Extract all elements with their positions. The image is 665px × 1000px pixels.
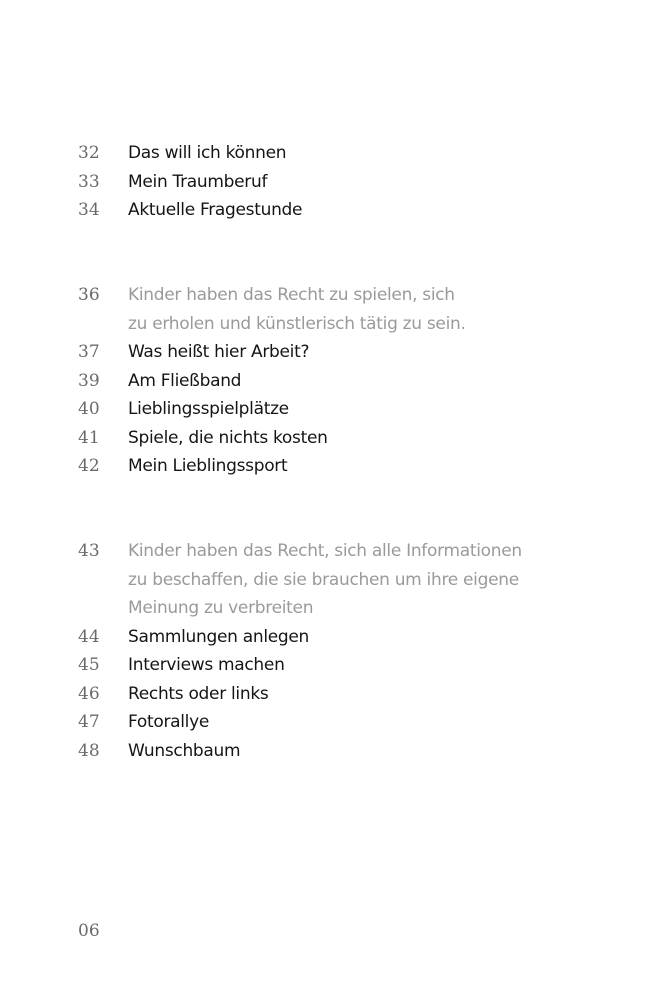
intro-text: Kinder haben das Recht, sich alle Informationen — [128, 541, 522, 561]
entry-page-number: 39 — [78, 370, 100, 391]
entry-title: Das will ich können — [128, 143, 287, 163]
section-intro-line — [78, 594, 638, 623]
entry-page-number: 41 — [78, 427, 100, 448]
entry-title: Rechts oder links — [128, 683, 269, 704]
toc-section-1 — [78, 139, 638, 225]
section-intro-line — [78, 281, 638, 310]
entry-title: Mein Traumberuf — [128, 171, 268, 192]
entry-title: Fotorallye — [128, 712, 210, 732]
entry-page-number: 40 — [78, 399, 100, 419]
toc-entry — [78, 623, 638, 652]
page-number: 06 — [78, 921, 100, 941]
toc-entry — [78, 395, 638, 424]
intro-text: zu erholen und künstlerisch tätig zu sein. — [128, 313, 466, 334]
toc-entry — [78, 737, 638, 766]
entry-title: Wunschbaum — [128, 740, 241, 761]
entry-page-number: 32 — [78, 143, 100, 163]
entry-page-number: 34 — [78, 200, 100, 220]
entry-page-number: 47 — [78, 712, 100, 732]
toc-entry — [78, 196, 638, 225]
section-intro-line — [78, 566, 638, 595]
toc-entry — [78, 452, 638, 481]
toc-entry — [78, 680, 638, 709]
entry-title: Am Fließband — [128, 370, 242, 391]
toc-entry — [78, 651, 638, 680]
entry-page-number: 33 — [78, 171, 100, 192]
entry-page-number: 48 — [78, 740, 100, 761]
toc-entry — [78, 708, 638, 737]
entry-page-number: 44 — [78, 626, 100, 647]
intro-text: Kinder haben das Recht zu spielen, sich — [128, 285, 455, 305]
intro-page-number — [78, 594, 128, 623]
entry-title: Lieblingsspielplätze — [128, 399, 289, 419]
intro-text: Meinung zu verbreiten — [128, 598, 314, 618]
toc-entry — [78, 139, 638, 168]
intro-page-number: 43 — [78, 541, 100, 561]
entry-title: Aktuelle Fragestunde — [128, 200, 303, 220]
entry-title: Was heißt hier Arbeit? — [128, 342, 310, 362]
entry-page-number: 42 — [78, 456, 100, 476]
toc-entry — [78, 367, 638, 396]
entry-page-number: 46 — [78, 683, 100, 704]
intro-text: zu beschaffen, die sie brauchen um ihre eigene — [128, 569, 519, 590]
toc-section-3 — [78, 537, 638, 765]
entry-title: Mein Lieblingssport — [128, 456, 288, 476]
entry-title: Spiele, die nichts kosten — [128, 427, 328, 448]
entry-page-number: 45 — [78, 655, 100, 675]
intro-page-number: 36 — [78, 285, 100, 305]
toc-entry — [78, 424, 638, 453]
intro-page-number — [78, 566, 128, 595]
toc-section-2 — [78, 281, 638, 481]
toc-entry — [78, 338, 638, 367]
section-intro-line — [78, 537, 638, 566]
entry-page-number: 37 — [78, 342, 100, 362]
section-intro-line — [78, 310, 638, 339]
toc-entry — [78, 168, 638, 197]
entry-title: Sammlungen anlegen — [128, 626, 310, 647]
entry-title: Interviews machen — [128, 655, 285, 675]
intro-page-number — [78, 310, 128, 339]
